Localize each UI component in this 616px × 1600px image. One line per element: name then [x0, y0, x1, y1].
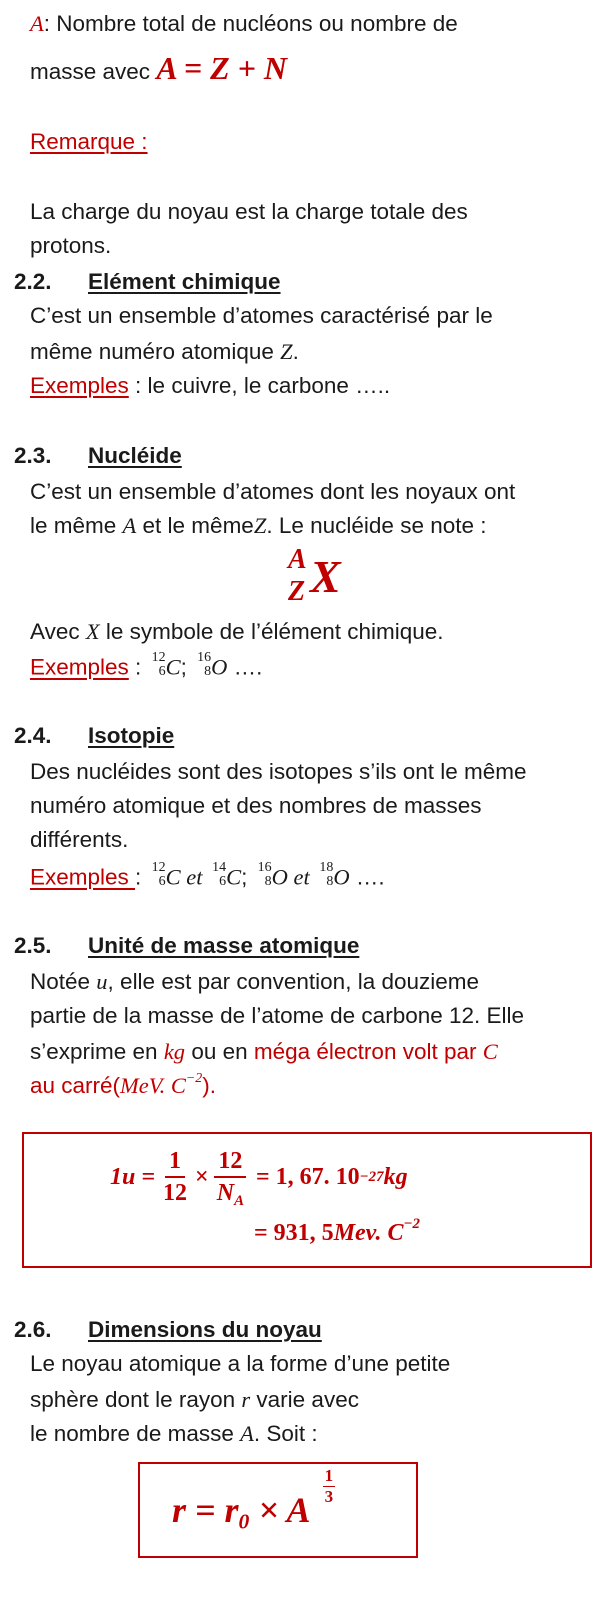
- section-heading-2-2: 2.2. Elément chimique: [14, 269, 281, 294]
- s24-line3: différents.: [30, 827, 129, 852]
- nuclide-carbon-12: 12 6 C: [151, 650, 181, 680]
- nuclide-oxygen-18: 18 8 O: [319, 860, 350, 890]
- s23-examples: Exemples : 12 6 C; 16 8 O ….: [30, 650, 263, 680]
- nuclide-notation: [282, 546, 362, 612]
- section-title: Dimensions du noyau: [88, 1317, 322, 1342]
- nuclear-radius-formula-box: [138, 1462, 418, 1558]
- s23-line2: le même A et le mêmeZ. Le nucléide se note :: [30, 513, 487, 538]
- remarque-label: Remarque :: [30, 129, 148, 154]
- nuclide-carbon-14: 14 6 C: [212, 860, 242, 890]
- s26-line2: sphère dont le rayon r varie avec: [30, 1387, 359, 1412]
- s22-line1: C’est un ensemble d’atomes caractérisé par le: [30, 303, 493, 328]
- s22-line2: même numéro atomique Z.: [30, 339, 299, 364]
- s22-examples: Exemples : le cuivre, le carbone …..: [30, 373, 391, 398]
- s23-line3: Avec X le symbole de l’élément chimique.: [30, 619, 444, 644]
- examples-label: Exemples: [30, 373, 129, 398]
- fraction-twelve-over-na: $\frac{12}{N_A}$: [213, 1146, 248, 1208]
- s24-examples: Exemples : 12 6 C et 14 6 C; 16 8 O et 18 8 O ….: [30, 860, 385, 890]
- a-symbol: A: [30, 11, 44, 36]
- examples-label: Exemples: [30, 864, 136, 890]
- amu-equation-line1: 1u = $\frac{1}{12}$ × $\frac{12}{N_A}$ = 1, 67. 10 −27 kg: [110, 1148, 408, 1210]
- nuclide-carbon-12: 12 6 C: [151, 860, 181, 890]
- nuclear-radius-equation: $r = r_0 \times A$ $\frac{1}{3}$: [172, 1466, 334, 1534]
- fraction-one-twelfth: $\frac{1}{12}$: [163, 1148, 188, 1206]
- section-title: Unité de masse atomique: [88, 933, 360, 958]
- a-equals-z-plus-n-formula: A = Z + N: [156, 50, 288, 86]
- nuclide-oxygen-16: 16 8 O: [197, 650, 228, 680]
- notation-atomic-number: Z: [288, 576, 306, 607]
- s26-line1: Le noyau atomique a la forme d’une petite: [30, 1351, 451, 1376]
- s25-line1: Notée u, elle est par convention, la douzieme: [30, 969, 480, 994]
- section-title: Nucléide: [88, 443, 182, 468]
- s25-line4: au carré(MeV. $C^{-2}$).: [30, 1070, 217, 1098]
- nucleon-number-definition-line1: A: Nombre total de nucléons ou nombre de: [30, 11, 458, 36]
- section-heading-2-3: 2.3. Nucléide: [14, 443, 182, 468]
- remarque-text-line2: protons.: [30, 233, 112, 258]
- nucleon-number-definition-line2: masse avec A = Z + N: [30, 50, 288, 86]
- s24-line2: numéro atomique et des nombres de masses: [30, 793, 482, 818]
- section-heading-2-4: 2.4. Isotopie: [14, 723, 175, 748]
- section-title: Isotopie: [88, 723, 175, 748]
- s25-line2: partie de la masse de l’atome de carbone 12. Elle: [30, 1003, 525, 1028]
- examples-label: Exemples: [30, 654, 129, 680]
- notation-mass-number: A: [288, 544, 307, 575]
- notation-element-symbol: X: [310, 551, 341, 602]
- s26-line3: le nombre de masse A. Soit :: [30, 1421, 318, 1446]
- s25-line3: s’exprime en kg ou en méga électron volt par C: [30, 1039, 498, 1064]
- amu-equation-line2: = 931, 5Mev. $C^{-2}$: [254, 1216, 420, 1246]
- section-title: Elément chimique: [88, 269, 281, 294]
- s23-line1: C’est un ensemble d’atomes dont les noyaux ont: [30, 479, 516, 504]
- exponent-one-third: $\frac{1}{3}$: [324, 1466, 334, 1506]
- s24-line1: Des nucléides sont des isotopes s’ils ont le même: [30, 759, 527, 784]
- nuclide-oxygen-16: 16 8 O: [257, 860, 288, 890]
- remarque-text-line1: La charge du noyau est la charge totale des: [30, 199, 468, 224]
- section-heading-2-5: 2.5. Unité de masse atomique: [14, 933, 360, 958]
- section-heading-2-6: 2.6. Dimensions du noyau: [14, 1317, 322, 1342]
- atomic-mass-unit-formula-box: [22, 1132, 592, 1268]
